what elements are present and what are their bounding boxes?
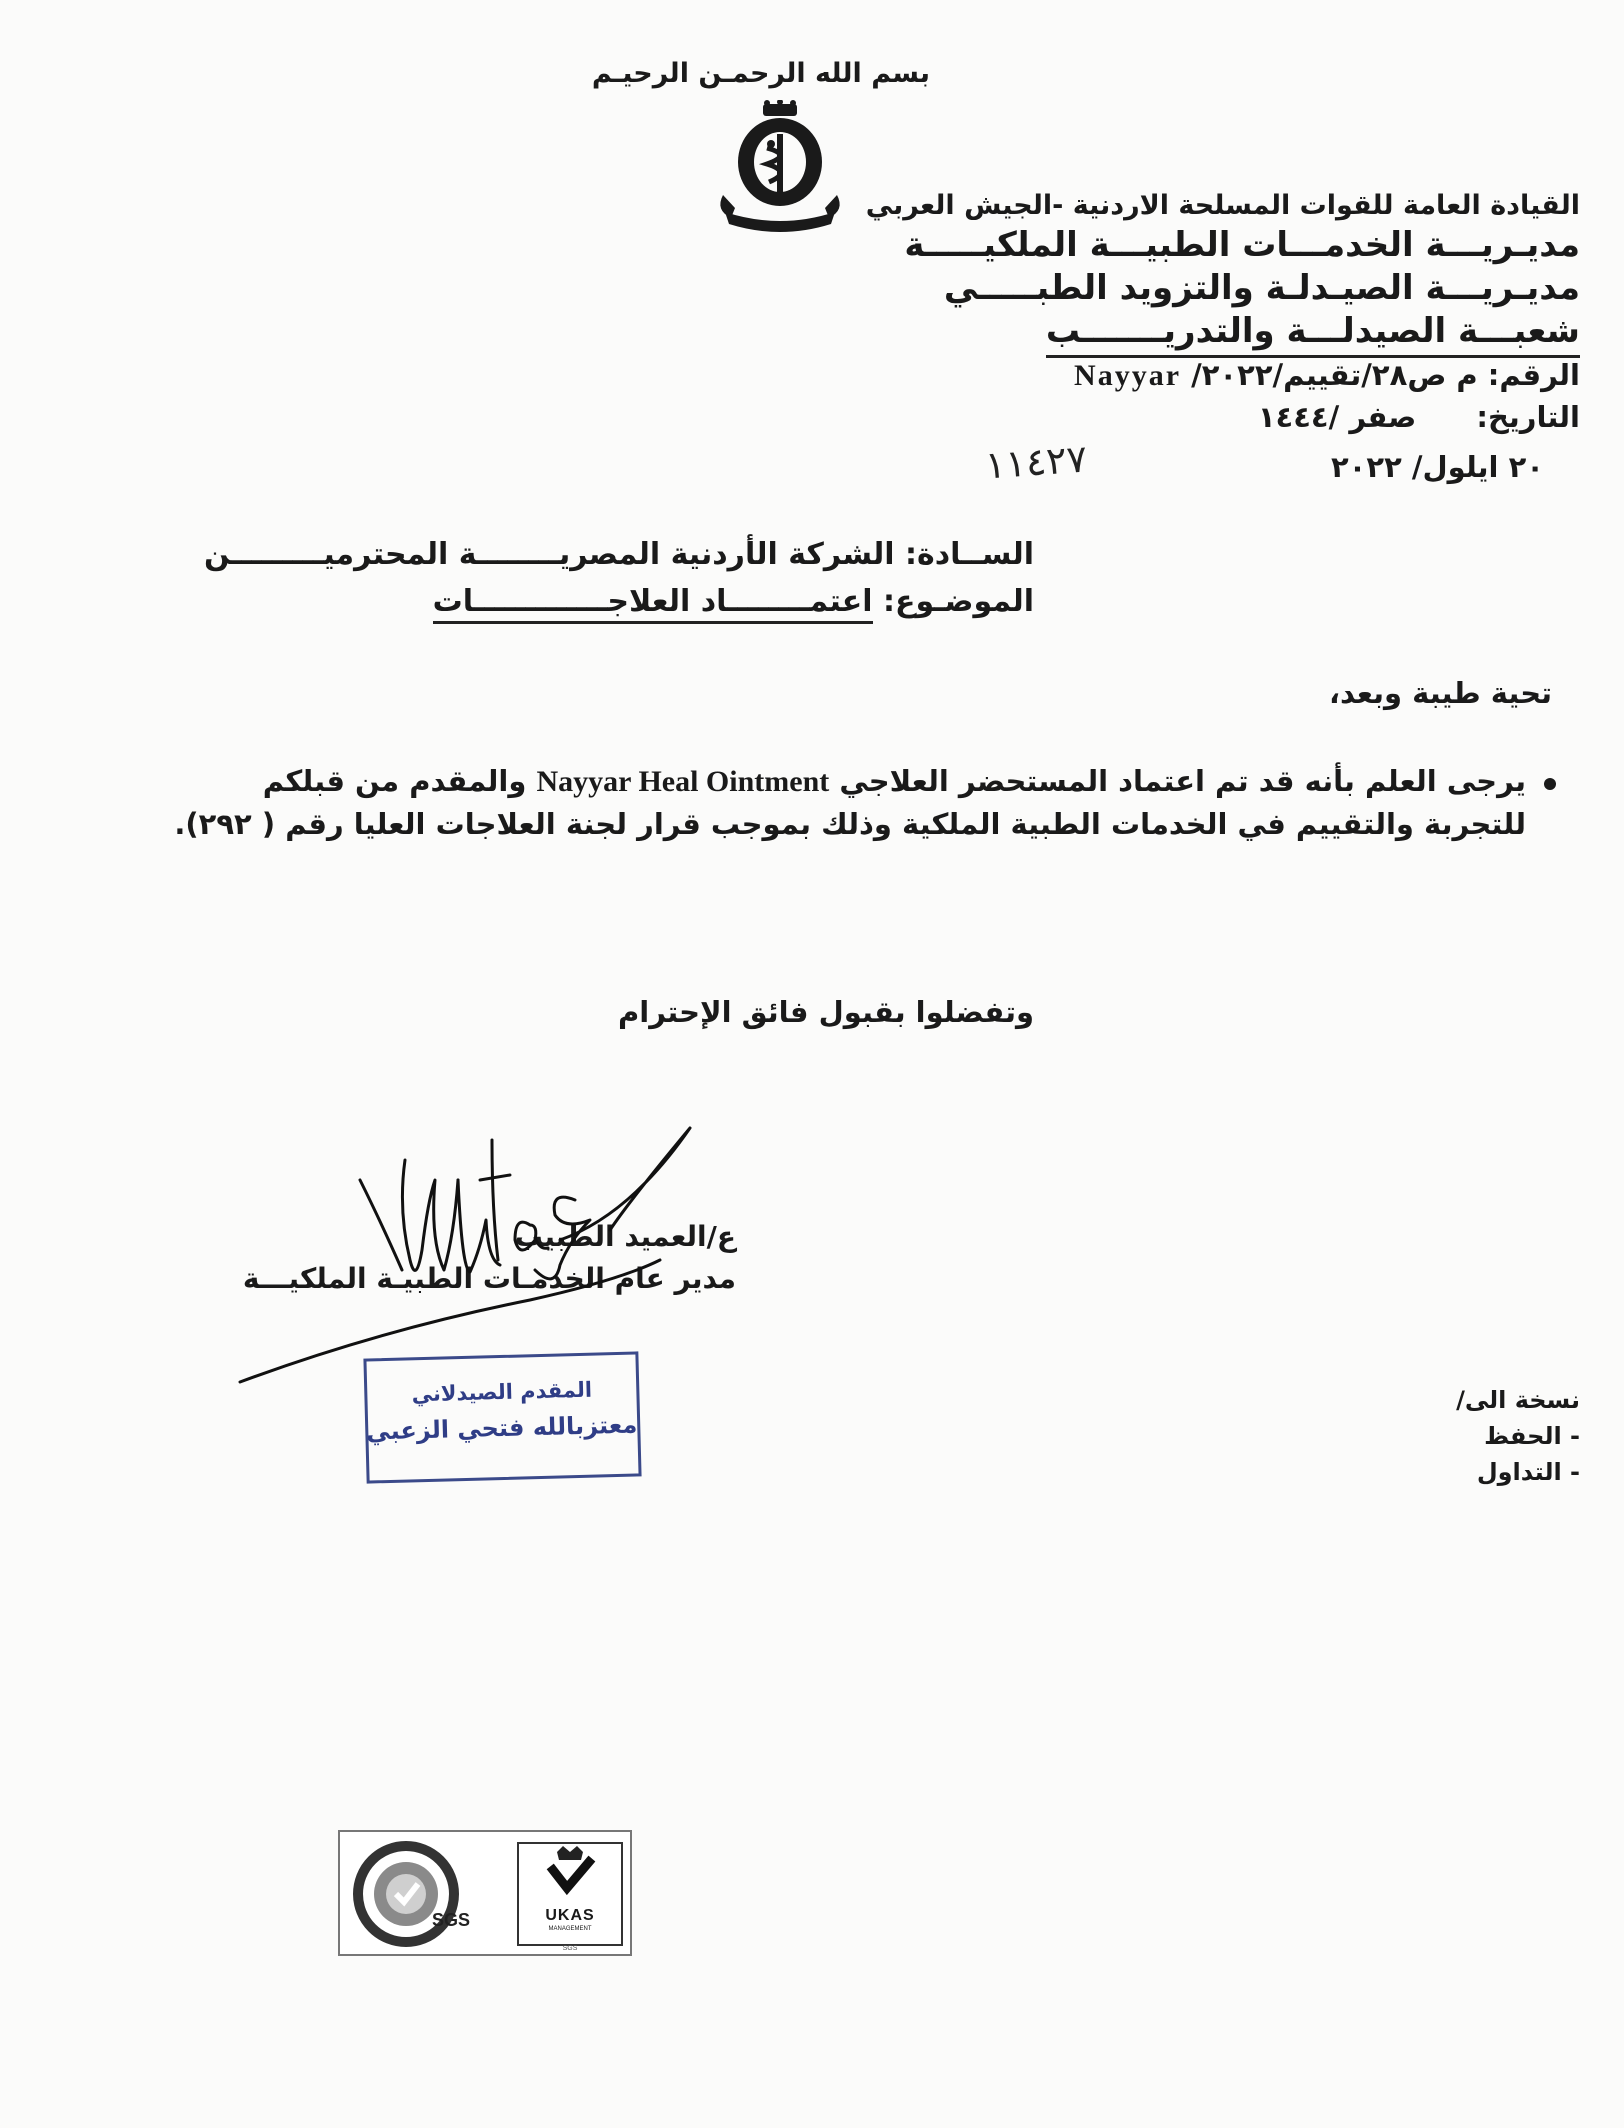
reference-label: الرقم:: [1487, 358, 1580, 392]
letterhead: [820, 188, 1580, 358]
body-paragraph: [166, 760, 1526, 845]
closing-phrase: وتفضلوا بقبول فائق الإحترام: [618, 995, 1034, 1029]
letterhead-line-pharmacy-directorate: مديـريـــة الصيـدلـة والتزويد الطبـــــي: [943, 268, 1580, 308]
date-hijri-line: [1258, 400, 1580, 434]
sgs-label: SGS: [432, 1910, 471, 1930]
letterhead-line-command: القيادة العامة للقوات المسلحة الاردنية -الجيش العربي: [865, 190, 1580, 221]
ukas-sgs-mark: SGS: [562, 1945, 578, 1952]
handwritten-number: ١١٤٢٧: [983, 436, 1089, 488]
ukas-label: UKAS: [545, 1907, 595, 1924]
copies-label: نسخة الى/: [1456, 1386, 1580, 1414]
signatory-title: ع/العميد الطبيب: [514, 1220, 736, 1253]
date-gregorian: ايلول/ ٢٠٢٢: [1330, 450, 1499, 484]
reference-number: [1074, 358, 1580, 393]
body-part-1: يرجى العلم بأنه قد تم اعتماد المستحضر العلاجي: [839, 764, 1526, 798]
body-product-name: Nayyar Heal Ointment: [536, 765, 830, 798]
crown-check-icon: [519, 1844, 621, 1904]
greeting: تحية طيبة وبعد،: [1328, 676, 1552, 710]
date-handwritten-day: ٢٠: [1508, 450, 1544, 484]
official-stamp: [363, 1351, 641, 1483]
basmala: بسم الله الرحمـن الرحيـم: [591, 58, 930, 89]
subject-label: الموضـوع:: [882, 584, 1034, 619]
letterhead-line-section: شعبـــة الصيدلـــة والتدريـــــــب: [1046, 310, 1580, 358]
copies-item: - التداول: [1476, 1458, 1580, 1486]
copies-list: [1456, 1382, 1580, 1490]
date-label: التاريخ:: [1476, 400, 1580, 434]
subject: [433, 584, 1034, 619]
body-part-2: والمقدم من قبلكم للتجربة والتقييم في الخدمات الطبية الملكية وذلك بموجب قرار لجنة العلاجات العليا رقم ( ٢٩٢).: [174, 764, 1526, 841]
sgs-certification-icon: [348, 1838, 508, 1948]
letterhead-line-directorate: مديـريـــة الخدمـــات الطبيـــة الملكيـــــة: [904, 225, 1580, 265]
date-gregorian-line: [1331, 450, 1544, 484]
ukas-subtitle: MANAGEMENT: [548, 1926, 592, 1932]
reference-value: م ص٢٨/تقييم/٢٠٢٢/: [1191, 358, 1478, 392]
handwritten-signature: [230, 1120, 720, 1390]
stamp-name: معتزبالله فتحي الزعبي: [365, 1410, 638, 1446]
subject-value: اعتمــــــــاد العلاجـــــــــــــات: [433, 584, 873, 624]
signatory-role: مدير عام الخدمـات الطبيـة الملكيـــة: [242, 1262, 736, 1295]
copies-item: - الحفظ: [1484, 1422, 1580, 1450]
bullet-icon: [1544, 778, 1556, 790]
addressee-label: الســادة:: [905, 537, 1034, 572]
stamp-rank: المقدم الصيدلاني: [411, 1377, 593, 1407]
date-hijri: صفر /١٤٤٤: [1257, 400, 1417, 434]
addressee-value: الشركة الأردنية المصريــــــــة المحترميـــــــــن: [204, 537, 895, 572]
reference-latin: Nayyar: [1074, 359, 1182, 392]
addressee: [204, 537, 1034, 572]
